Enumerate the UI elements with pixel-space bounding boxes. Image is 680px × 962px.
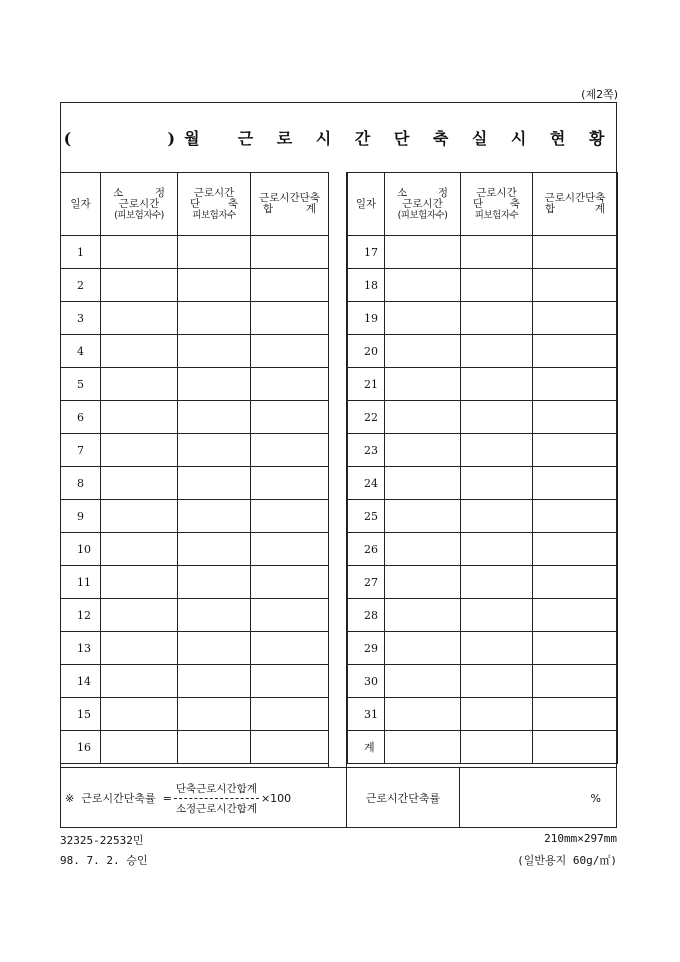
day-label: 11 <box>61 566 101 599</box>
reduced-workers-cell[interactable] <box>461 500 533 533</box>
table-row <box>348 368 618 401</box>
reduction-total-cell[interactable] <box>533 368 618 401</box>
reduction-total-cell[interactable] <box>251 236 329 269</box>
day-label: 31 <box>348 698 385 731</box>
day-label: 18 <box>348 269 385 302</box>
reduction-total-cell[interactable] <box>533 632 618 665</box>
scheduled-hours-cell[interactable] <box>101 302 178 335</box>
day-label: 6 <box>61 401 101 434</box>
reduction-total-cell[interactable] <box>251 434 329 467</box>
reduced-workers-cell[interactable] <box>178 632 251 665</box>
reduction-total-cell[interactable] <box>251 566 329 599</box>
scheduled-hours-cell[interactable] <box>385 665 461 698</box>
reduced-workers-cell[interactable] <box>178 698 251 731</box>
day-label: 5 <box>61 368 101 401</box>
scheduled-hours-cell[interactable] <box>385 566 461 599</box>
scheduled-hours-cell[interactable] <box>385 632 461 665</box>
approval-date: 98. 7. 2. 승인 <box>60 854 148 867</box>
header-reduced-chuk: 축 <box>227 197 238 210</box>
percent-unit: % <box>590 791 601 805</box>
reduced-workers-cell[interactable] <box>461 599 533 632</box>
table-row <box>61 302 329 335</box>
reduction-total-cell[interactable] <box>533 434 618 467</box>
table-row <box>348 467 618 500</box>
scheduled-hours-cell[interactable] <box>101 698 178 731</box>
day-label: 1 <box>61 236 101 269</box>
reduction-total-cell[interactable] <box>533 335 618 368</box>
scheduled-hours-cell[interactable] <box>385 335 461 368</box>
reduced-workers-cell[interactable] <box>461 335 533 368</box>
table-row <box>61 368 329 401</box>
scheduled-hours-cell[interactable] <box>101 566 178 599</box>
reduced-workers-cell[interactable] <box>178 533 251 566</box>
reduction-total-cell[interactable] <box>251 599 329 632</box>
reduced-workers-cell[interactable] <box>461 566 533 599</box>
reduction-total-cell[interactable] <box>533 467 618 500</box>
title-row <box>60 102 617 172</box>
reduced-workers-cell[interactable] <box>178 467 251 500</box>
header-total-line1: 근로시간단축 <box>259 192 320 204</box>
reduced-workers-cell[interactable] <box>461 467 533 500</box>
reduction-total-cell[interactable] <box>251 698 329 731</box>
reduction-total-cell[interactable] <box>533 269 618 302</box>
scheduled-hours-cell[interactable] <box>385 599 461 632</box>
day-label: 24 <box>348 467 385 500</box>
scheduled-hours-cell[interactable] <box>101 500 178 533</box>
table-row <box>348 731 618 764</box>
header-reduced-dan: 단 <box>473 197 484 210</box>
scheduled-hours-cell[interactable] <box>101 236 178 269</box>
table-row <box>61 500 329 533</box>
scheduled-hours-cell[interactable] <box>101 632 178 665</box>
scheduled-hours-cell[interactable] <box>101 434 178 467</box>
paper-size: 210mm×297mm <box>544 832 617 845</box>
scheduled-hours-cell[interactable] <box>385 500 461 533</box>
table-row <box>348 236 618 269</box>
scheduled-hours-cell[interactable] <box>101 599 178 632</box>
reduced-workers-cell[interactable] <box>461 698 533 731</box>
day-label: 3 <box>61 302 101 335</box>
reduced-workers-cell[interactable] <box>178 368 251 401</box>
day-label: 27 <box>348 566 385 599</box>
table-row <box>61 467 329 500</box>
left-header-row <box>61 173 329 236</box>
left-table <box>60 172 329 764</box>
header-total-hap: 합 <box>263 203 274 215</box>
left-table-body <box>61 236 329 764</box>
reduction-total-cell[interactable] <box>533 302 618 335</box>
reduction-total-cell[interactable] <box>251 401 329 434</box>
table-row <box>61 335 329 368</box>
scheduled-hours-cell[interactable] <box>101 401 178 434</box>
header-scheduled-so: 소 <box>113 186 124 199</box>
reduction-total-cell[interactable] <box>533 236 618 269</box>
header-scheduled-so: 소 <box>397 186 408 199</box>
day-label: 17 <box>348 236 385 269</box>
scheduled-hours-cell[interactable] <box>385 401 461 434</box>
paper-type: (일반용지 60g/㎡) <box>517 854 617 867</box>
right-header-row <box>348 173 618 236</box>
reduced-workers-cell[interactable] <box>178 236 251 269</box>
reduced-workers-cell[interactable] <box>178 302 251 335</box>
reduction-total-cell[interactable] <box>533 566 618 599</box>
reduction-total-cell[interactable] <box>251 467 329 500</box>
scheduled-hours-cell[interactable] <box>385 269 461 302</box>
scheduled-hours-cell[interactable] <box>101 731 178 764</box>
header-scheduled-line3: (피보험자수) <box>397 209 448 221</box>
reduction-total-cell[interactable] <box>251 731 329 764</box>
reduced-workers-cell[interactable] <box>461 632 533 665</box>
formula-fraction <box>174 781 259 816</box>
reduced-workers-cell[interactable] <box>461 269 533 302</box>
header-reduced-line1: 근로시간 <box>476 186 517 199</box>
header-reduction-total <box>251 173 329 236</box>
reduced-workers-cell[interactable] <box>461 302 533 335</box>
table-row <box>61 236 329 269</box>
header-reduced-line3: 피보험자수 <box>192 209 236 221</box>
scheduled-hours-cell[interactable] <box>101 269 178 302</box>
reduction-total-cell[interactable] <box>251 533 329 566</box>
reduced-workers-cell[interactable] <box>178 500 251 533</box>
day-label: 13 <box>61 632 101 665</box>
day-label: 29 <box>348 632 385 665</box>
table-row <box>61 731 329 764</box>
header-reduced-chuk: 축 <box>509 197 520 210</box>
table-row <box>61 533 329 566</box>
day-label: 계 <box>348 731 385 764</box>
table-row <box>61 698 329 731</box>
scheduled-hours-cell[interactable] <box>101 335 178 368</box>
header-reduced-line3: 피보험자수 <box>474 209 519 221</box>
reduction-total-cell[interactable] <box>251 632 329 665</box>
header-reduced-hours <box>461 173 533 236</box>
reduced-workers-cell[interactable] <box>178 731 251 764</box>
table-row <box>348 401 618 434</box>
day-label: 26 <box>348 533 385 566</box>
scheduled-hours-cell[interactable] <box>385 434 461 467</box>
day-label: 19 <box>348 302 385 335</box>
reduction-total-cell[interactable] <box>533 533 618 566</box>
table-row <box>348 632 618 665</box>
reduction-rate-formula <box>60 767 347 828</box>
header-total-hap: 합 <box>545 203 556 215</box>
day-label: 14 <box>61 665 101 698</box>
table-row <box>348 698 618 731</box>
reduction-total-cell[interactable] <box>251 335 329 368</box>
day-label: 25 <box>348 500 385 533</box>
table-row <box>61 632 329 665</box>
day-label: 16 <box>61 731 101 764</box>
scheduled-hours-cell[interactable] <box>385 368 461 401</box>
header-total-line1: 근로시간단축 <box>544 192 606 204</box>
header-reduced-hours <box>178 173 251 236</box>
table-row <box>61 599 329 632</box>
reduction-total-cell[interactable] <box>533 665 618 698</box>
header-scheduled-jeong: 정 <box>154 186 165 199</box>
header-total-gye: 계 <box>305 203 316 215</box>
formula-prefix: ※ 근로시간단축률 = <box>65 792 172 805</box>
reduced-workers-cell[interactable] <box>178 665 251 698</box>
reduced-workers-cell[interactable] <box>461 434 533 467</box>
table-row <box>61 566 329 599</box>
scheduled-hours-cell[interactable] <box>101 533 178 566</box>
header-scheduled-line3: (피보험자수) <box>114 209 164 221</box>
header-scheduled-line2: 근로시간 <box>402 197 443 210</box>
header-scheduled-line2: 근로시간 <box>118 197 160 210</box>
scheduled-hours-cell[interactable] <box>385 731 461 764</box>
table-row <box>348 302 618 335</box>
day-label: 12 <box>61 599 101 632</box>
table-row <box>61 269 329 302</box>
reduction-total-cell[interactable] <box>251 269 329 302</box>
table-row <box>348 269 618 302</box>
reduction-total-cell[interactable] <box>251 665 329 698</box>
header-total-gye: 계 <box>594 203 605 215</box>
right-table-body <box>348 236 618 764</box>
day-label: 20 <box>348 335 385 368</box>
header-scheduled-jeong: 정 <box>437 186 448 199</box>
header-scheduled-hours <box>101 173 178 236</box>
table-row <box>61 665 329 698</box>
right-table <box>347 172 618 764</box>
day-label: 9 <box>61 500 101 533</box>
scheduled-hours-cell[interactable] <box>385 302 461 335</box>
reduced-workers-cell[interactable] <box>178 269 251 302</box>
header-day: 일자 <box>348 173 385 236</box>
day-label: 7 <box>61 434 101 467</box>
day-label: 15 <box>61 698 101 731</box>
reduction-rate-field[interactable] <box>460 767 617 828</box>
day-label: 8 <box>61 467 101 500</box>
reduction-total-cell[interactable] <box>533 401 618 434</box>
reduced-workers-cell[interactable] <box>178 335 251 368</box>
scheduled-hours-cell[interactable] <box>385 467 461 500</box>
formula-suffix: ×100 <box>260 791 292 805</box>
header-scheduled-hours <box>385 173 461 236</box>
scheduled-hours-cell[interactable] <box>101 368 178 401</box>
header-reduced-line1: 근로시간 <box>193 186 235 199</box>
reduction-total-cell[interactable] <box>251 368 329 401</box>
day-label: 21 <box>348 368 385 401</box>
header-reduction-total <box>533 173 618 236</box>
reduction-total-cell[interactable] <box>251 500 329 533</box>
table-row <box>348 599 618 632</box>
formula-denominator: 소정근로시간합계 <box>175 802 257 815</box>
reduced-workers-cell[interactable] <box>461 665 533 698</box>
scheduled-hours-cell[interactable] <box>101 467 178 500</box>
formula-numerator: 단축근로시간합계 <box>174 781 259 799</box>
day-label: 30 <box>348 665 385 698</box>
scheduled-hours-cell[interactable] <box>385 236 461 269</box>
table-row <box>348 335 618 368</box>
day-label: 10 <box>61 533 101 566</box>
day-label: 28 <box>348 599 385 632</box>
reduced-workers-cell[interactable] <box>461 368 533 401</box>
reduction-total-cell[interactable] <box>533 731 618 764</box>
reduced-workers-cell[interactable] <box>178 566 251 599</box>
table-row <box>348 566 618 599</box>
reduction-total-cell[interactable] <box>251 302 329 335</box>
day-label: 4 <box>61 335 101 368</box>
header-reduced-dan: 단 <box>190 197 201 210</box>
table-row <box>348 500 618 533</box>
form-title: ( )월 근 로 시 간 단 축 실 시 현 황 <box>63 128 614 148</box>
reduced-workers-cell[interactable] <box>461 533 533 566</box>
reduction-total-cell[interactable] <box>533 500 618 533</box>
table-row <box>348 665 618 698</box>
reduction-total-cell[interactable] <box>533 599 618 632</box>
table-row <box>61 401 329 434</box>
scheduled-hours-cell[interactable] <box>101 665 178 698</box>
center-divider-column <box>328 172 347 767</box>
table-row <box>61 434 329 467</box>
reduced-workers-cell[interactable] <box>461 236 533 269</box>
reduction-rate-label: 근로시간단축률 <box>347 767 460 828</box>
page-number: (제2쪽) <box>581 88 618 101</box>
table-row <box>348 533 618 566</box>
reduced-workers-cell[interactable] <box>461 401 533 434</box>
table-row <box>348 434 618 467</box>
day-label: 22 <box>348 401 385 434</box>
scheduled-hours-cell[interactable] <box>385 533 461 566</box>
reduced-workers-cell[interactable] <box>178 599 251 632</box>
day-label: 2 <box>61 269 101 302</box>
header-day: 일자 <box>61 173 101 236</box>
reduction-total-cell[interactable] <box>533 698 618 731</box>
day-label: 23 <box>348 434 385 467</box>
reduced-workers-cell[interactable] <box>178 401 251 434</box>
scheduled-hours-cell[interactable] <box>385 698 461 731</box>
form-code: 32325-22532민 <box>60 834 144 847</box>
reduced-workers-cell[interactable] <box>178 434 251 467</box>
reduced-workers-cell[interactable] <box>461 731 533 764</box>
